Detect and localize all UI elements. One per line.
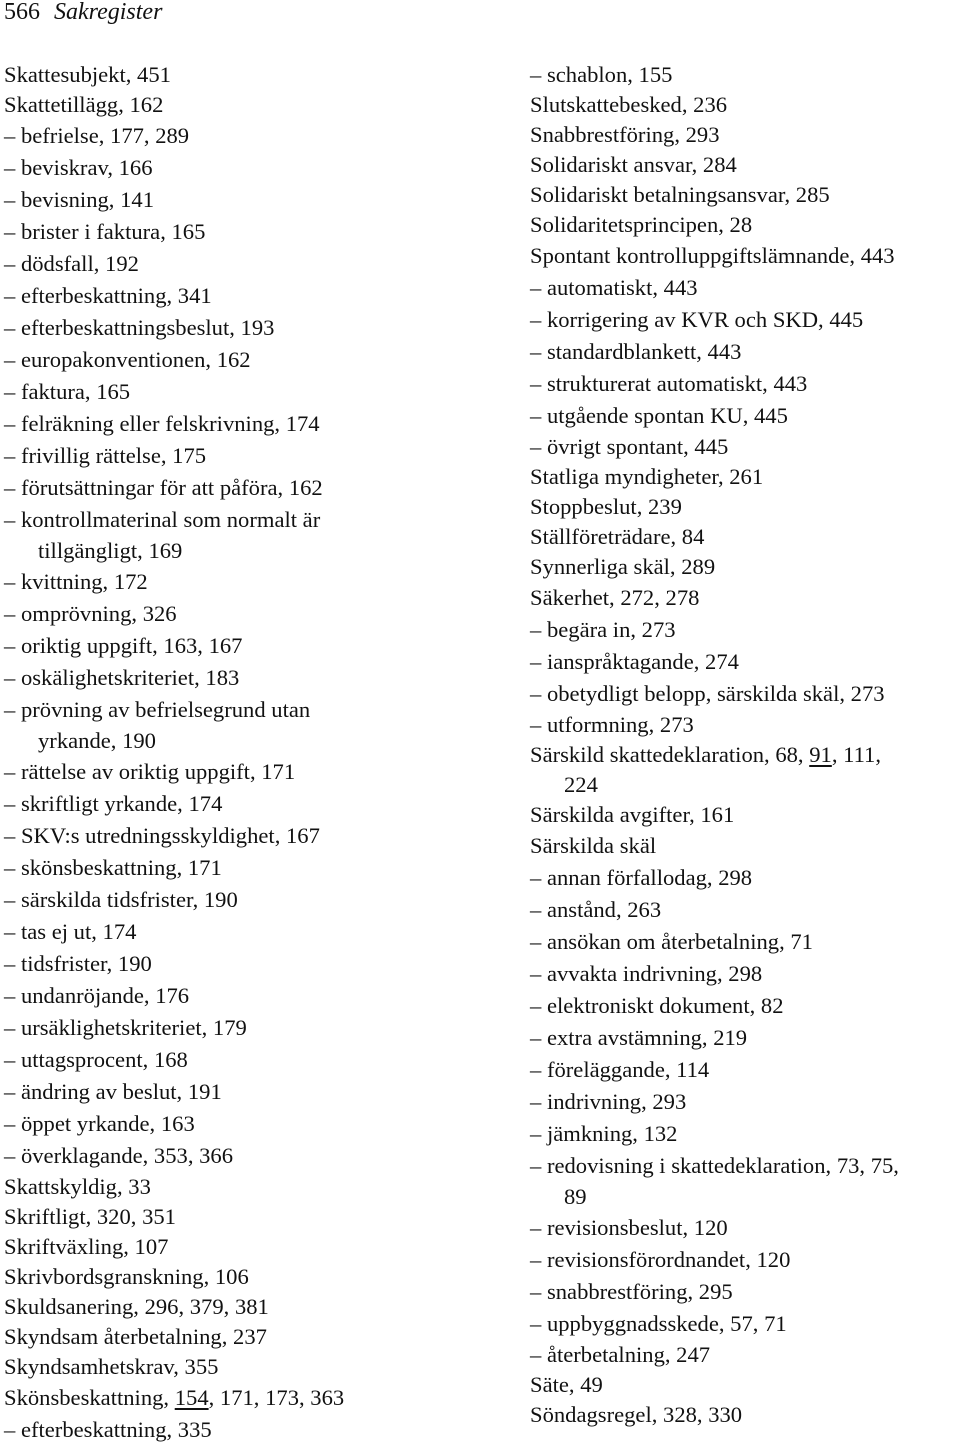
index-entry (4, 472, 509, 504)
entry-text: – revisionsförordnandet, 120 (530, 1247, 791, 1272)
page-number: 566 (4, 0, 40, 25)
entry-text: – omprövning, 326 (4, 601, 177, 626)
entry-text: – schablon, 155 (530, 62, 673, 87)
index-entry (530, 120, 958, 150)
index-entry (4, 1172, 509, 1202)
index-entry (530, 1054, 958, 1086)
entry-text: – tas ej ut, 174 (4, 919, 137, 944)
entry-text: – ursäklighetskriteriet, 179 (4, 1015, 247, 1040)
entry-text: Skattskyldig, 33 (4, 1174, 151, 1199)
entry-text: – SKV:s utredningsskyldighet, 167 (4, 823, 320, 848)
index-entry (530, 800, 958, 830)
index-entry (530, 400, 958, 432)
entry-text: – förutsättningar för att påföra, 162 (4, 475, 323, 500)
index-entry (4, 60, 509, 90)
index-entry (530, 60, 958, 90)
index-entry (530, 958, 958, 990)
entry-text: Säte, 49 (530, 1372, 603, 1397)
entry-underlined-page: 154 (174, 1385, 209, 1410)
index-entry (530, 1118, 958, 1150)
index-entry (4, 1322, 509, 1352)
index-entry (4, 408, 509, 440)
index-entry (4, 1232, 509, 1262)
entry-text: – oriktig uppgift, 163, 167 (4, 633, 243, 658)
entry-text: Skönsbeskattning, (4, 1385, 175, 1410)
entry-text: – föreläggande, 114 (530, 1057, 710, 1082)
index-entry (4, 948, 509, 980)
entry-text: Spontant kontrolluppgiftslämnande, 443 (530, 243, 895, 268)
entry-text: Snabbrestföring, 293 (530, 122, 720, 147)
index-entry (530, 1086, 958, 1118)
index-entry (4, 440, 509, 472)
index-entry (4, 1140, 509, 1172)
index-entry (530, 862, 958, 894)
entry-text: – extra avstämning, 219 (530, 1025, 748, 1050)
index-entry (530, 894, 958, 926)
entry-text: – återbetalning, 247 (530, 1342, 711, 1367)
index-entry (530, 432, 958, 462)
index-entry (4, 120, 509, 152)
entry-text: – efterbeskattningsbeslut, 193 (4, 315, 275, 340)
entry-text: – obetydligt belopp, särskilda skäl, 273 (530, 681, 885, 706)
entry-text: Statliga myndigheter, 261 (530, 464, 764, 489)
index-entry (530, 740, 958, 800)
entry-text: – ianspråktagande, 274 (530, 649, 739, 674)
entry-text: – efterbeskattning, 335 (4, 1417, 212, 1442)
index-entry (530, 1022, 958, 1054)
index-entry (530, 1276, 958, 1308)
entry-text: – rättelse av oriktig uppgift, 171 (4, 759, 296, 784)
entry-text: – revisionsbeslut, 120 (530, 1215, 728, 1240)
index-entry (530, 552, 958, 582)
entry-text: – ansökan om återbetalning, 71 (530, 929, 813, 954)
index-entry (4, 504, 509, 566)
index-entry (4, 1076, 509, 1108)
entry-text: Särskild skattedeklaration, 68, (530, 742, 810, 767)
entry-underlined-page: 91 (809, 742, 832, 767)
entry-text: – tidsfrister, 190 (4, 951, 152, 976)
entry-text: – uppbyggnadsskede, 57, 71 (530, 1311, 787, 1336)
entry-text: – befrielse, 177, 289 (4, 123, 190, 148)
entry-text: – snabbrestföring, 295 (530, 1279, 733, 1304)
entry-text: – elektroniskt dokument, 82 (530, 993, 784, 1018)
entry-text: – kvittning, 172 (4, 569, 148, 594)
running-title: Sakregister (54, 0, 163, 25)
entry-text: – överklagande, 353, 366 (4, 1143, 234, 1168)
index-entry (530, 150, 958, 180)
index-entry (530, 240, 958, 272)
index-entry (530, 522, 958, 552)
index-entry (530, 646, 958, 678)
entry-continuation: 224 (564, 772, 598, 797)
entry-text: – standardblankett, 443 (530, 339, 742, 364)
entry-text: – brister i faktura, 165 (4, 219, 206, 244)
index-entry (4, 662, 509, 694)
index-entry (4, 788, 509, 820)
entry-text: – utgående spontan KU, 445 (530, 403, 788, 428)
entry-text: – bevisning, 141 (4, 187, 154, 212)
index-entry (4, 1292, 509, 1322)
entry-text: – oskälighetskriteriet, 183 (4, 665, 240, 690)
entry-text: – redovisning i skattedeklaration, 73, 75, (530, 1153, 899, 1178)
entry-text: Slutskattebesked, 236 (530, 92, 728, 117)
index-entry (530, 180, 958, 210)
page-header (4, 0, 162, 24)
index-entry (530, 1308, 958, 1340)
index-entry (4, 598, 509, 630)
entry-text: – prövning av befrielsegrund utan (4, 697, 311, 722)
index-entry (530, 304, 958, 336)
index-entry (530, 1150, 958, 1212)
entry-text: – begära in, 273 (530, 617, 676, 642)
entry-text: Särskilda skäl (530, 833, 657, 858)
entry-text: – utformning, 273 (530, 712, 694, 737)
index-entry (4, 216, 509, 248)
entry-text: Solidariskt ansvar, 284 (530, 152, 737, 177)
index-entry (4, 1108, 509, 1140)
entry-text: Säkerhet, 272, 278 (530, 585, 700, 610)
entry-text: Skattesubjekt, 451 (4, 62, 171, 87)
index-entry (4, 280, 509, 312)
index-entry (530, 1400, 958, 1430)
index-entry (4, 630, 509, 662)
entry-text: – ändring av beslut, 191 (4, 1079, 222, 1104)
entry-text: – annan förfallodag, 298 (530, 865, 753, 890)
index-entry (4, 152, 509, 184)
entry-text: – felräkning eller felskrivning, 174 (4, 411, 320, 436)
entry-text: – jämkning, 132 (530, 1121, 678, 1146)
index-entry (4, 248, 509, 280)
entry-text: – dödsfall, 192 (4, 251, 139, 276)
entry-text: Skuldsanering, 296, 379, 381 (4, 1294, 269, 1319)
index-entry (530, 1212, 958, 1244)
entry-text: Ställföreträdare, 84 (530, 524, 705, 549)
entry-text: Stoppbeslut, 239 (530, 494, 682, 519)
index-entry (4, 1382, 509, 1414)
index-entry (530, 272, 958, 304)
index-entry (4, 1414, 509, 1446)
index-entry (530, 90, 958, 120)
entry-text-after: , 171, 173, 363 (208, 1385, 345, 1410)
index-entry (530, 492, 958, 522)
entry-text: – strukturerat automatiskt, 443 (530, 371, 808, 396)
index-entry (530, 582, 958, 614)
entry-text: Solidaritetsprincipen, 28 (530, 212, 753, 237)
index-entry (530, 368, 958, 400)
entry-text: – efterbeskattning, 341 (4, 283, 212, 308)
index-entry (4, 184, 509, 216)
index-entry (4, 312, 509, 344)
entry-text: – europakonventionen, 162 (4, 347, 251, 372)
index-entry (4, 1044, 509, 1076)
index-entry (530, 830, 958, 862)
entry-text: Skyndsamhetskrav, 355 (4, 1354, 219, 1379)
index-entry (4, 1352, 509, 1382)
index-entry (530, 336, 958, 368)
entry-text: Skrivbordsgranskning, 106 (4, 1264, 249, 1289)
index-entry (4, 820, 509, 852)
entry-text: – indrivning, 293 (530, 1089, 687, 1114)
entry-text: – öppet yrkande, 163 (4, 1111, 195, 1136)
entry-text: Synnerliga skäl, 289 (530, 554, 716, 579)
index-entry (530, 462, 958, 492)
entry-text: Skyndsam återbetalning, 237 (4, 1324, 267, 1349)
index-entry (530, 926, 958, 958)
entry-text: – undanröjande, 176 (4, 983, 190, 1008)
entry-text: – avvakta indrivning, 298 (530, 961, 763, 986)
index-entry (530, 1340, 958, 1370)
index-entry (530, 1244, 958, 1276)
entry-text: Skattetillägg, 162 (4, 92, 164, 117)
entry-text: – uttagsprocent, 168 (4, 1047, 188, 1072)
entry-text: – anstånd, 263 (530, 897, 662, 922)
entry-text: – skönsbeskattning, 171 (4, 855, 222, 880)
entry-continuation: tillgängligt, 169 (38, 538, 183, 563)
index-column-right (530, 60, 958, 1430)
entry-text: Skriftväxling, 107 (4, 1234, 169, 1259)
entry-text: – korrigering av KVR och SKD, 445 (530, 307, 864, 332)
index-entry (4, 884, 509, 916)
index-entry (530, 210, 958, 240)
index-entry (4, 916, 509, 948)
entry-text: Skriftligt, 320, 351 (4, 1204, 176, 1229)
index-entry (4, 344, 509, 376)
index-entry (530, 614, 958, 646)
index-entry (530, 990, 958, 1022)
index-column-left (4, 60, 509, 1446)
entry-continuation: 89 (564, 1184, 587, 1209)
entry-text: – särskilda tidsfrister, 190 (4, 887, 238, 912)
index-entry (4, 694, 509, 756)
index-entry (530, 710, 958, 740)
index-entry (530, 1370, 958, 1400)
index-entry (4, 1202, 509, 1232)
entry-text: – faktura, 165 (4, 379, 131, 404)
index-entry (4, 1262, 509, 1292)
entry-text: – beviskrav, 166 (4, 155, 153, 180)
entry-text: Särskilda avgifter, 161 (530, 802, 735, 827)
entry-text: – frivillig rättelse, 175 (4, 443, 207, 468)
entry-continuation: yrkande, 190 (38, 728, 156, 753)
entry-text: – skriftligt yrkande, 174 (4, 791, 223, 816)
index-entry (4, 1012, 509, 1044)
index-entry (4, 376, 509, 408)
entry-text-after: , 111, (831, 742, 881, 767)
entry-text: – automatiskt, 443 (530, 275, 698, 300)
entry-text: – övrigt spontant, 445 (530, 434, 729, 459)
index-entry (4, 566, 509, 598)
entry-text: – kontrollmaterinal som normalt är (4, 507, 321, 532)
index-entry (4, 980, 509, 1012)
index-entry (530, 678, 958, 710)
index-entry (4, 756, 509, 788)
entry-text: Söndagsregel, 328, 330 (530, 1402, 743, 1427)
index-entry (4, 852, 509, 884)
index-entry (4, 90, 509, 120)
entry-text: Solidariskt betalningsansvar, 285 (530, 182, 830, 207)
